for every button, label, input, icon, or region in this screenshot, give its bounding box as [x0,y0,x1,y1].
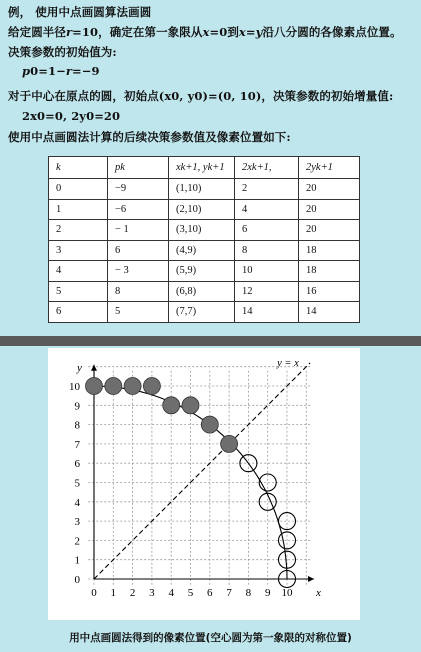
filled-pixel [105,378,122,395]
x-tick-label: 7 [226,587,232,599]
cell-2x: 8 [235,240,299,261]
diagonal-label: y = x [277,357,299,369]
given-radius-suffix: 沿八分圆的各像素点位置。 [262,25,402,39]
table-row [49,302,360,323]
x-tick-label: 5 [187,587,194,599]
cell-k: 4 [49,261,108,282]
filled-pixel [163,397,180,414]
cell-2x: 2 [235,179,299,200]
x-tick-label: 2 [129,587,136,599]
cell-2y: 20 [299,179,360,200]
cell-2x: 10 [235,261,299,282]
r-symbol: r [65,64,73,78]
cell-2x: 4 [235,199,299,220]
x-tick-label: 8 [245,587,252,599]
filled-pixel [124,378,141,395]
y-tick-label: 2 [74,535,80,548]
cell-pk: 5 [108,302,169,323]
cell-pk: −9 [108,179,169,200]
decision-parameter-table [48,156,360,323]
table-intro: 使用中点画圆法计算的后续决策参数值及像素位置如下: [8,130,291,144]
equals-sign: = [245,25,256,39]
given-radius-line [8,24,402,40]
header-2x: 2xk+1, [235,157,299,179]
y-tick-label: 10 [69,381,80,393]
cell-2x: 14 [235,302,299,323]
y-tick-label: 9 [74,400,80,413]
cell-pk: −6 [108,199,169,220]
x-axis-label: x [316,587,321,599]
table-row [49,240,360,261]
x-tick-label: 1 [110,587,117,599]
cell-point: (7,7) [169,302,235,323]
initial-increments: 2x0=0, 2y0=20 [22,109,121,123]
cell-2y: 20 [299,199,360,220]
radius-symbol: r [66,25,73,39]
given-radius-mid: =10，确定在第一象限从 [72,25,203,39]
initial-point-line: 对于中心在原点的圆，初始点(x0, y0)=(0, 10)，决策参数的初始增量值: [8,89,394,103]
initial-decision-formula [22,64,100,78]
x-tick-label: 9 [264,587,271,599]
header-2y: 2yk+1 [299,157,360,179]
x-tick-label: 10 [281,587,293,599]
cell-point: (1,10) [169,179,235,200]
cell-k: 6 [49,302,108,323]
filled-pixel [201,416,218,433]
y-axis-arrow [91,365,97,371]
p-symbol: p [22,64,31,78]
x-tick-label: 4 [168,587,174,599]
given-radius-prefix: 给定圆半径 [8,25,66,39]
y-tick-label: 7 [74,438,80,451]
cell-2y: 14 [299,302,360,323]
x-tick-label: 0 [91,587,97,599]
given-radius-mid2: =0到 [209,25,239,39]
header-k: k [49,157,108,179]
table-row [49,261,360,282]
cell-point: (6,8) [169,281,235,302]
filled-pixel [86,378,103,395]
separator-band [0,336,421,346]
pixel-plot [48,348,360,620]
y-axis-label: y [77,361,82,374]
cell-k: 1 [49,199,108,220]
filled-pixel [182,397,199,414]
cell-pk: − 1 [108,220,169,241]
cell-2y: 20 [299,220,360,241]
cell-point: (5,9) [169,261,235,282]
cell-k: 3 [49,240,108,261]
table-row [49,281,360,302]
figure-panel [48,348,360,620]
cell-pk: − 3 [108,261,169,282]
y-tick-label: 8 [74,419,80,432]
x-tick-label: 6 [207,587,213,599]
table-row [49,220,360,241]
x-tick-label: 3 [149,587,155,599]
cell-2x: 12 [235,281,299,302]
y-tick-label: 4 [74,496,80,509]
y-tick-label: 6 [74,458,80,471]
cell-2y: 18 [299,240,360,261]
filled-pixel [143,378,160,395]
table-row [49,179,360,200]
initial-value-heading: 决策参数的初始值为: [8,45,117,59]
cell-pk: 6 [108,240,169,261]
x-axis-arrow [308,576,314,582]
cell-k: 2 [49,220,108,241]
filled-pixel [221,435,238,452]
cell-pk: 8 [108,281,169,302]
x-symbol-2: x [238,25,246,39]
y-tick-label: 3 [74,516,80,529]
cell-point: (4,9) [169,240,235,261]
cell-2y: 16 [299,281,360,302]
y-tick-label: 1 [74,554,80,567]
y-symbol: y [255,25,263,39]
cell-point: (2,10) [169,199,235,220]
y-tick-label: 0 [74,574,80,586]
y-tick-label: 5 [74,477,80,490]
diagonal-line [94,363,310,579]
x-symbol: x [202,25,210,39]
cell-k: 5 [49,281,108,302]
cell-2y: 18 [299,261,360,282]
cell-k: 0 [49,179,108,200]
figure-caption: 用中点画圆法得到的像素位置(空心圆为第一象限的对称位置) [69,632,352,644]
formula-part1: 0=1− [30,64,66,78]
table-row [49,199,360,220]
formula-part2: =−9 [72,64,100,78]
cell-point: (3,10) [169,220,235,241]
header-next-point: xk+1, yk+1 [169,157,235,179]
cell-2x: 6 [235,220,299,241]
table-header-row [49,157,360,179]
header-pk: pk [108,157,169,179]
example-title: 例， 使用中点画圆算法画圆 [8,5,152,19]
